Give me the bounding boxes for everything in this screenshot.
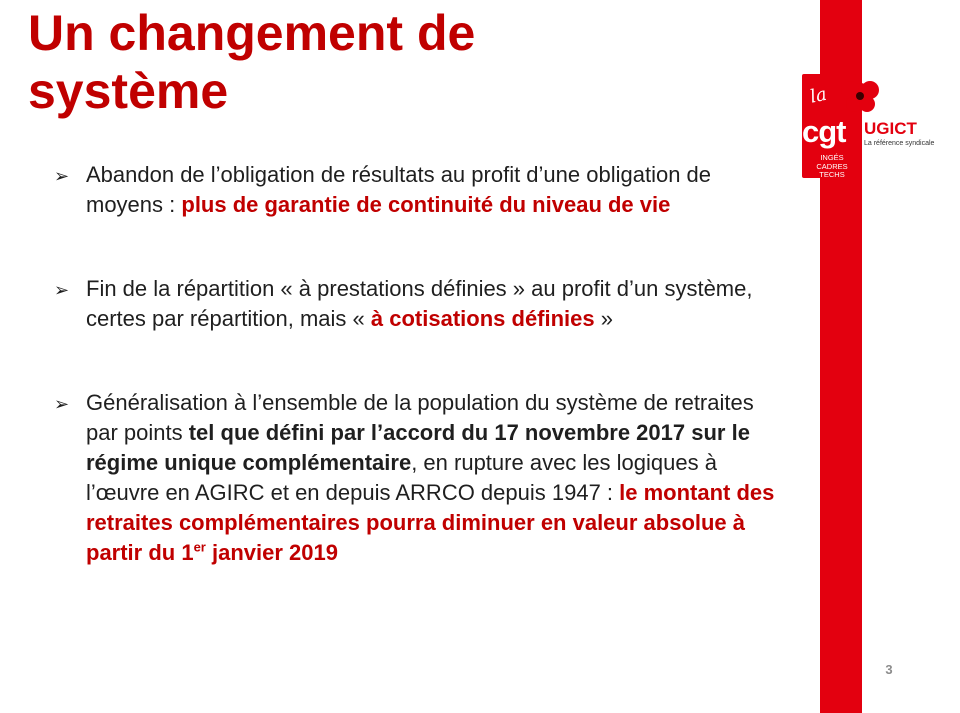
logo-sub-line-1: INGÉS — [820, 153, 844, 162]
arrow-bullet-icon: ➢ — [54, 280, 70, 300]
bullet-2-closing: » — [594, 306, 613, 331]
title-line-2: système — [28, 63, 229, 119]
arrow-bullet-icon: ➢ — [54, 394, 70, 414]
bullet-3-superscript: er — [193, 539, 206, 555]
logo-ugict-text: UGICT — [864, 119, 917, 138]
poppy-flower-icon — [838, 76, 882, 116]
bullet-3-highlight: le montant des retraites complémentaires pourra diminuer en valeur absolue à partir du 1 — [86, 480, 775, 565]
logo-sub-line-3: TECHS — [819, 170, 845, 179]
bullet-3-bold: tel que défini par l’accord du 17 novembre 2017 sur le régime unique complémentaire — [86, 420, 750, 475]
bullet-1-text: Abandon de l’obligation de résultats au profit d’une obligation de moyens : — [86, 162, 712, 217]
page-number: 3 — [885, 662, 893, 677]
bullet-1-highlight: plus de garantie de continuité du niveau de vie — [181, 192, 671, 217]
cgt-ugict-logo — [798, 74, 935, 182]
bullet-list — [50, 160, 790, 568]
logo-cgt-text: cgt — [802, 114, 846, 149]
bullet-2-text: Fin de la répartition « à prestations définies » au profit d’un système, certes par répartition, mais « — [86, 276, 753, 331]
bullet-3-text: Généralisation à l’ensemble de la population du système de retraites par points — [86, 390, 754, 445]
bullet-3-middle: , en rupture avec les logiques à l’œuvre en AGIRC et en depuis ARRCO depuis 1947 : — [86, 450, 717, 505]
logo-sub-line-2: CADRES — [816, 161, 848, 171]
bullet-item — [50, 274, 790, 334]
slide-title — [28, 4, 798, 120]
title-line-1: Un changement de — [28, 5, 476, 61]
bullet-item — [50, 388, 790, 568]
logo-la-text: la — [808, 83, 829, 108]
bullet-2-highlight: à cotisations définies — [370, 306, 595, 331]
arrow-bullet-icon: ➢ — [54, 166, 70, 186]
logo-tagline: La référence syndicale — [864, 140, 935, 147]
bullet-3-highlight-end: janvier 2019 — [205, 540, 338, 565]
bullet-item — [50, 160, 790, 220]
logo-sub-text — [812, 154, 852, 180]
